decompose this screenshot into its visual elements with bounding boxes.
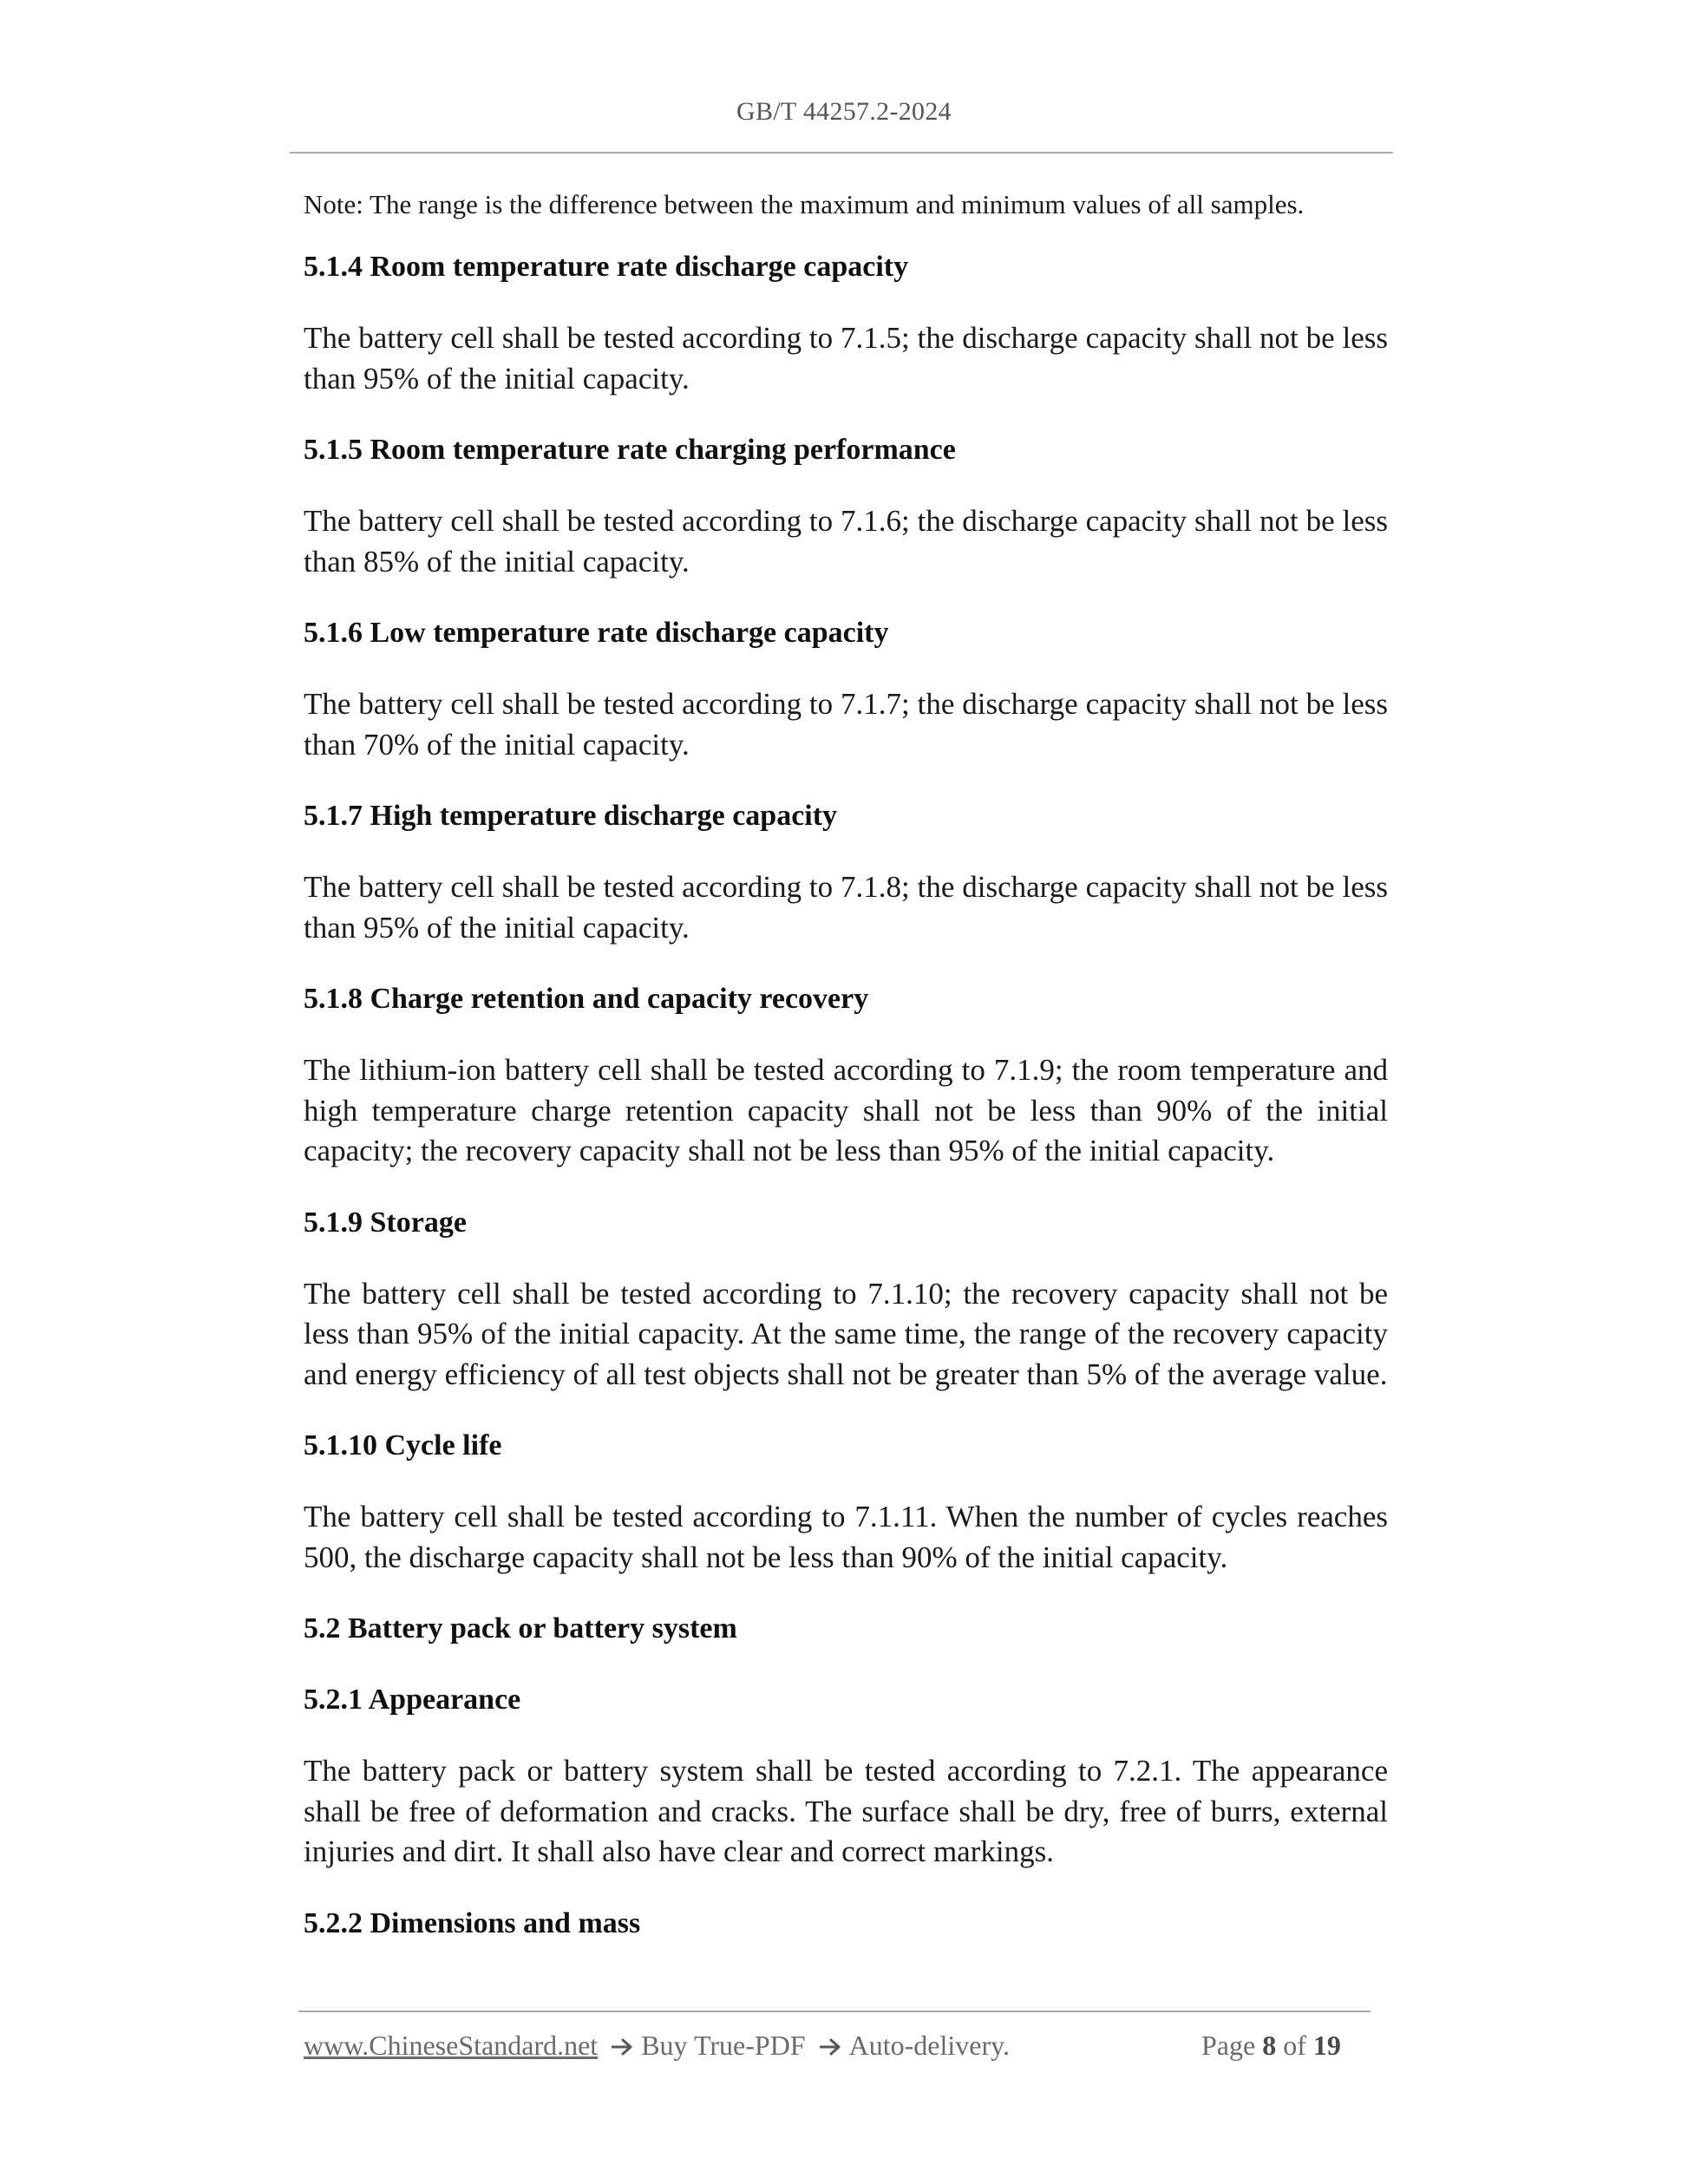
section-text-5-1-9: The battery cell shall be tested according to 7.1.10; the recovery capacity shall not be less than 95% of the initial capacity. At the same time, the range of the recovery capacity and energy efficiency of all test objects shall not be greater than 5% of the average value. (304, 1276, 1388, 1391)
total-pages-number: 19 (1312, 2030, 1341, 2061)
auto-delivery-text: Auto-delivery. (848, 2030, 1011, 2061)
footer-divider (298, 2011, 1371, 2012)
footer-promo (304, 2030, 1010, 2062)
page-indicator (1201, 2030, 1341, 2062)
arrow-right-icon (612, 2037, 634, 2056)
header-divider (290, 152, 1393, 154)
page-label: Page (1201, 2030, 1256, 2061)
section-heading-5-2-1: 5.2.1 Appearance (304, 1684, 521, 1716)
section-heading-5-1-5: 5.1.5 Room temperature rate charging performance (304, 434, 956, 466)
of-label: of (1283, 2030, 1306, 2061)
section-text-5-1-5: The battery cell shall be tested according to 7.1.6; the discharge capacity shall not be less than 85% of the initial capacity. (304, 504, 1388, 579)
section-heading-5-1-10: 5.1.10 Cycle life (304, 1429, 502, 1461)
page-content (304, 185, 1388, 1975)
section-heading-5-2-2: 5.2.2 Dimensions and mass (304, 1906, 641, 1939)
section-text-5-2-1: The battery pack or battery system shall be tested according to 7.2.1. The appearance shall be free of deformation and cracks. The surface shall be dry, free of burrs, external injuries and dirt. It shall also have clear and correct markings. (304, 1754, 1388, 1868)
document-id-header: GB/T 44257.2-2024 (736, 97, 952, 126)
section-text-5-1-7: The battery cell shall be tested according to 7.1.8; the discharge capacity shall not be less than 95% of the initial capacity. (304, 870, 1388, 945)
chinese-standard-link[interactable]: www.ChineseStandard.net (304, 2030, 599, 2061)
section-text-5-1-4: The battery cell shall be tested according to 7.1.5; the discharge capacity shall not be less than 95% of the initial capacity. (304, 321, 1388, 396)
section-text-5-1-10: The battery cell shall be tested according to 7.1.11. When the number of cycles reaches 500, the discharge capacity shall not be less than 90% of the initial capacity. (304, 1500, 1388, 1574)
section-heading-5-1-9: 5.1.9 Storage (304, 1206, 467, 1239)
current-page-number: 8 (1262, 2030, 1277, 2061)
section-heading-5-1-8: 5.1.8 Charge retention and capacity recovery (304, 983, 869, 1015)
arrow-right-icon (820, 2037, 842, 2056)
section-heading-5-1-6: 5.1.6 Low temperature rate discharge capacity (304, 617, 889, 649)
section-heading-5-1-4: 5.1.4 Room temperature rate discharge capacity (304, 251, 909, 283)
section-text-5-1-6: The battery cell shall be tested according to 7.1.7; the discharge capacity shall not be less than 70% of the initial capacity. (304, 687, 1388, 762)
section-text-5-1-8: The lithium-ion battery cell shall be tested according to 7.1.9; the room temperature and high temperature charge retention capacity shall not be less than 90% of the initial capacity; the recovery capacity shall not be less than 95% of the initial capacity. (304, 1053, 1388, 1167)
section-heading-5-1-7: 5.1.7 High temperature discharge capacity (304, 800, 838, 832)
range-note: Note: The range is the difference between the maximum and minimum values of all samples. (304, 189, 1305, 219)
buy-pdf-text: Buy True-PDF (641, 2030, 806, 2061)
section-heading-5-2: 5.2 Battery pack or battery system (304, 1612, 737, 1645)
